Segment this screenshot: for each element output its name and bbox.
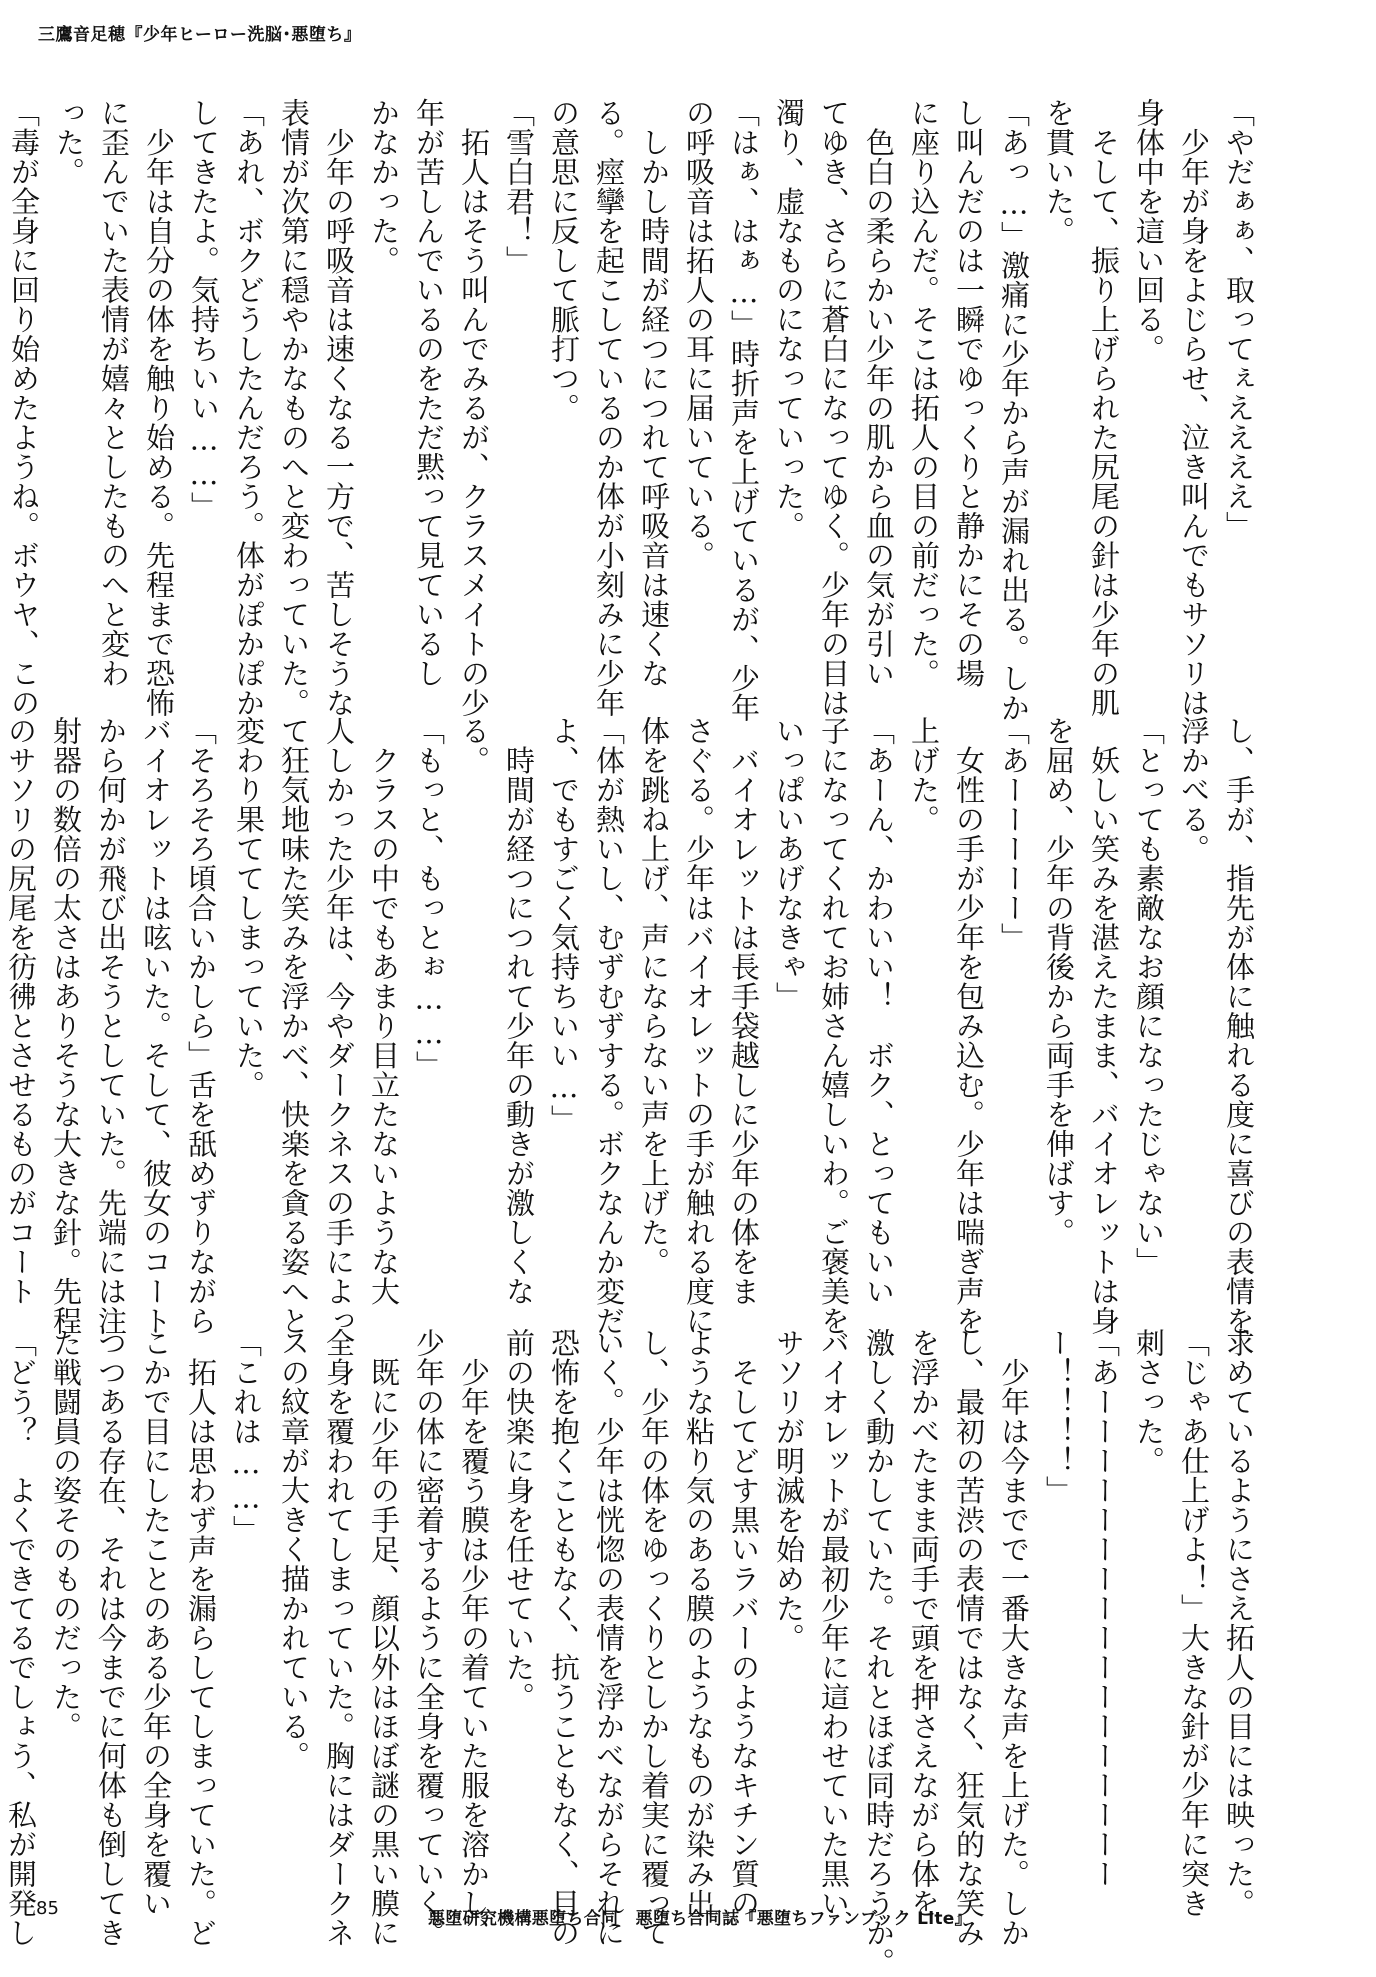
text-line: 「あーん、かわいい！ ボク、とってもいい (862, 716, 896, 1306)
text-line: を浮かべたまま両手で頭を押さえながら体を (907, 1328, 941, 1918)
text-line: し、手が、指先が体に触れる度に喜びの表情を (1222, 716, 1256, 1336)
text-line: ような粘り気のある膜のようなものが染み出 (682, 1328, 716, 1918)
text-line: 少年は今までで一番大きな声を上げた。しか (997, 1328, 1031, 1948)
text-line: いっぱいあげなきゃ」 (772, 716, 806, 1011)
text-line: 妖しい笑みを湛えたまま、バイオレットは身 (1087, 716, 1121, 1336)
text-line: 「はぁ、はぁ…」時折声を上げているが、少年 (727, 98, 761, 723)
text-line: 激しく動かしていた。それとほぼ同時だろうか。 (862, 1328, 896, 1977)
text-line: 「あーーーーーーーーーーーーーーーーー (1087, 1328, 1121, 1889)
text-line: バイオレットが最初少年に這わせていた黒い (817, 1328, 851, 1918)
text-line: 前の快楽に身を任せていた。 (502, 1328, 536, 1712)
text-line: 求めているようにさえ拓人の目には映った。 (1222, 1328, 1256, 1918)
text-line: に歪んでいた表情が嬉々としたものへと変わ (97, 98, 131, 688)
text-line: 「もっと、もっとぉ……」 (412, 716, 446, 1080)
text-line: してきたよ。気持ちいい……」 (187, 98, 221, 521)
text-line: 「じゃあ仕上げよ！」大きな針が少年に突き (1177, 1328, 1211, 1918)
text-block-middle (4, 716, 1260, 1336)
text-line: った。 (52, 98, 86, 187)
text-line: を貫いた。 (1042, 98, 1076, 246)
text-line: の呼吸音は拓人の耳に届いている。 (682, 98, 716, 570)
text-line: 体を跳ね上げ、声にならない声を上げた。 (637, 716, 671, 1277)
text-line: し、最初の苦渋の表情ではなく、狂気的な笑み (952, 1328, 986, 1948)
text-line: 浮かべる。 (1177, 716, 1211, 864)
text-line: 人しかった少年は、今やダークネスの手によっ (322, 716, 356, 1336)
text-line: る。 (457, 716, 491, 775)
text-line: 「あーーーーー」 (997, 716, 1031, 952)
text-line: 時間が経つにつれて少年の動きが激しくな (502, 716, 536, 1306)
text-line: バイオレットは長手袋越しに少年の体をま (727, 716, 761, 1306)
text-line: クラスの中でもあまり目立たないような大 (367, 716, 401, 1306)
text-line: 身体中を這い回る。 (1132, 98, 1166, 364)
text-line: かなかった。 (367, 98, 401, 275)
text-line: 「雪白君！」 (502, 98, 536, 275)
text-line: 色白の柔らかい少年の肌から血の気が引い (862, 98, 896, 688)
text-line: 「そろそろ頃合いかしら」舌を舐めずりながら (184, 716, 218, 1336)
text-line: 「体が熱いし、むずむずする。ボクなんか変だ (592, 716, 626, 1336)
text-line: 刺さった。 (1132, 1328, 1166, 1476)
text-line: 恐怖を抱くこともなく、抗うこともなく、目の (547, 1328, 581, 1948)
text-line: そしてどす黒いラバーのようなキチン質の (727, 1328, 761, 1918)
text-line: てゆき、さらに蒼白になってゆく。少年の目は (817, 98, 851, 718)
text-line: 全身を覆われてしまっていた。胸にはダークネ (322, 1328, 356, 1948)
text-line: しかし時間が経つにつれて呼吸音は速くな (637, 98, 671, 688)
text-line: 少年を覆う膜は少年の着ていた服を溶かし、 (457, 1328, 491, 1948)
text-line: 「これは……」 (229, 1328, 263, 1545)
text-line: スの紋章が大きく描かれている。 (277, 1328, 311, 1771)
text-line: いく。少年は恍惚の表情を浮かべながらそれに (592, 1328, 626, 1948)
text-line: 拓人は思わず声を漏らしてしまっていた。ど (184, 1328, 218, 1948)
text-line: 少年は自分の体を触り始める。先程まで恐怖 (142, 98, 176, 718)
text-line: そして、振り上げられた尻尾の針は少年の肌 (1087, 98, 1121, 718)
text-line: さぐる。少年はバイオレットの手が触れる度に (682, 716, 716, 1336)
text-line: 「毒が全身に回り始めたようね。ボウヤ、この (7, 98, 41, 718)
text-line: を屈め、少年の背後から両手を伸ばす。 (1042, 716, 1076, 1247)
text-line: 少年の体に密着するように全身を覆っていく。 (412, 1328, 446, 1948)
text-line: 少年の呼吸音は速くなる一方で、苦しそうな (322, 98, 356, 718)
text-line: し、少年の体をゆっくりとしかし着実に覆って (637, 1328, 671, 1948)
text-line: のサソリの尻尾を彷彿とさせるものがコート (4, 716, 38, 1306)
text-line: ー！！！！」 (1042, 1328, 1076, 1505)
text-line: る。痙攣を起こしているのか体が小刻みに少年 (592, 98, 626, 718)
text-line: よ、でもすごく気持ちいい…」 (547, 716, 581, 1134)
text-line: こかで目にしたことのある少年の全身を覆い (139, 1328, 173, 1918)
text-line: 女性の手が少年を包み込む。少年は喘ぎ声を (952, 716, 986, 1336)
text-line: 年が苦しんでいるのをただ黙って見ているし (412, 98, 446, 688)
text-line: 「あれ、ボクどうしたんだろう。体がぽかぽか (232, 98, 266, 718)
text-line: 「あっ…」激痛に少年から声が漏れ出る。しか (997, 98, 1031, 723)
text-line: の意思に反して脈打つ。 (547, 98, 581, 423)
text-line: つつある存在、それは今までに何体も倒してき (94, 1328, 128, 1948)
text-line: て狂気地味た笑みを浮かべ、快楽を貪る姿へと (277, 716, 311, 1336)
text-line: 少年が身をよじらせ、泣き叫んでもサソリは (1177, 98, 1211, 718)
text-line: 表情が次第に穏やかなものへと変わっていた。 (277, 98, 311, 718)
text-line: し叫んだのは一瞬でゆっくりと静かにその場 (952, 98, 986, 688)
text-line: 拓人はそう叫んでみるが、クラスメイトの少 (457, 98, 491, 718)
text-line: 濁り、虚なものになっていった。 (772, 98, 806, 541)
running-header: 三鷹音足穂『少年ヒーロー洗脳･悪堕ち』 (38, 25, 362, 45)
page-number: 85 (36, 1898, 59, 1919)
text-line: 上げた。 (907, 716, 941, 834)
text-line: 子になってくれてお姉さん嬉しいわ。ご褒美を (817, 716, 851, 1336)
text-block-top (7, 98, 1260, 723)
text-line: 変わり果ててしまっていた。 (232, 716, 266, 1100)
text-line: に座り込んだ。そこは拓人の目の前だった。 (907, 98, 941, 688)
running-footer: 悪堕研究機構悪堕ち合同 悪堕ち合同誌『悪堕ちファンブック Lite』 (428, 1909, 972, 1929)
text-line: た戦闘員の姿そのものだった。 (49, 1328, 83, 1741)
text-line: 射器の数倍の太さはありそうな大きな針。先程 (49, 716, 83, 1336)
text-line: 「どう？ よくできてるでしょう、私が開発し (4, 1328, 38, 1948)
text-line: 「やだぁぁ、取ってぇええええ」 (1222, 98, 1256, 541)
text-line: 既に少年の手足、顔以外はほぼ謎の黒い膜に (367, 1328, 401, 1948)
text-line: バイオレットは呟いた。そして、彼女のコート (139, 716, 173, 1336)
text-line: から何かが飛び出そうとしていた。先端には注 (94, 716, 128, 1336)
text-line: 「とっても素敵なお顔になったじゃない」 (1132, 716, 1166, 1277)
text-line: サソリが明滅を始めた。 (772, 1328, 806, 1653)
